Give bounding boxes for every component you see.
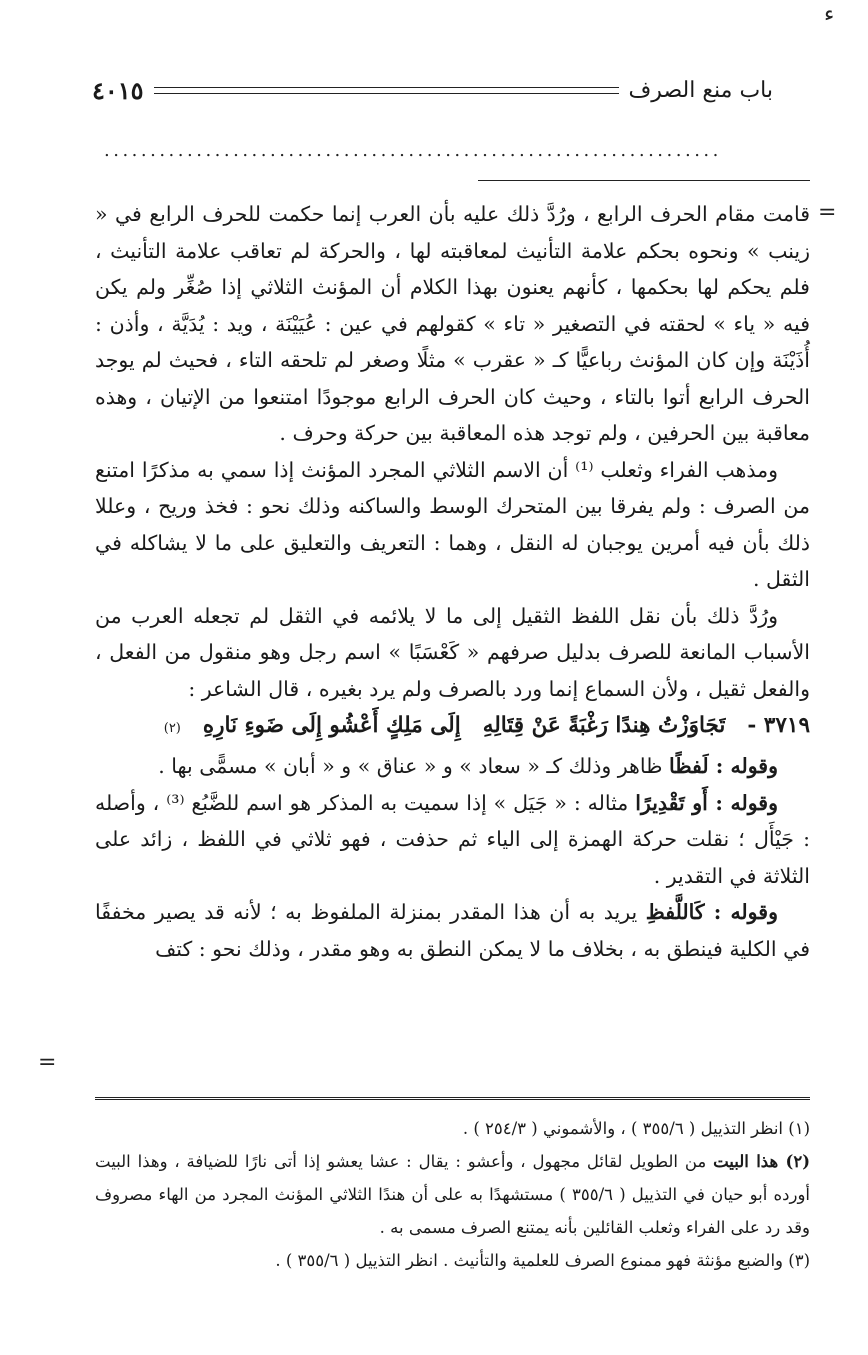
running-header: [92, 72, 773, 108]
paragraph-4-text: ظاهر وذلك كـ « سعاد » و « عناق » و « أبان » مسمًّى بها .: [158, 754, 663, 778]
poem-verse: [95, 707, 810, 748]
verse-number: ٣٧١٩ -: [747, 713, 810, 738]
top-mark: ء: [824, 2, 835, 27]
verse-hemistich-1: تَجَاوَزْتُ هِندًا رَغْبَةً عَنْ قِتَالِهِ: [482, 713, 726, 738]
footnotes: [95, 1112, 810, 1277]
chapter-title: باب منع الصرف: [628, 77, 773, 103]
verse-footnote-ref: (٢): [163, 721, 181, 736]
page-number: ٤٠١٥: [92, 75, 144, 105]
paragraph-5-text: مثاله : « جَيَل » إذا سميت به المذكر هو اسم للضَّبُع ⁽³⁾ ، وأصله : جَيْأَل ؛ نقلت حركة الهمزة إلى الياء ثم حذفت ، فهو ثلاثي في اللفظ ، زائد على الثلاثة في التقدير .: [95, 790, 810, 888]
verse-hemistich-2: إِلَى مَلِكٍ أَعْشُو إِلَى ضَوءِ نَارِهِ: [202, 713, 461, 738]
paragraph-1: قامت مقام الحرف الرابع ، ورُدَّ ذلك عليه بأن العرب إنما حكمت للحرف الرابع في « زينب » ونحوه بحكم علامة التأنيث لمعاقبته لها ، والحركة لم تعاقب علامة التأنيث ، فلم يحكم لها بحكمها ، كأنهم يعنون بهذا الكلام أن المؤنث الثلاثي إذا صُغِّر ولم يكن فيه « ياء » لحقته في التصغير « تاء » كقولهم في عين : عُيَيْنَة ، ويد : يُدَيَّة ، وأذن : أُذَيْنَة وإن كان المؤنث رباعيًّا كـ « عقرب » مثلًا وصغر لم تلحقه التاء ، فحيث لم يوجد الحرف الرابع أتوا بالتاء ، وحيث كان الحرف الرابع موجودًا امتنعوا من الإتيان ، وهذه معاقبة بين الحرفين ، ولم توجد هذه المعاقبة بين حركة وحرف .: [95, 202, 810, 445]
paragraph-5: [95, 785, 810, 895]
header-rule: [154, 87, 619, 94]
paragraph-3: ورُدَّ ذلك بأن نقل اللفظ الثقيل إلى ما لا يلائمه في الثقل لم تجعله العرب من الأسباب المانعة للصرف بدليل صرفهم « كَعْسَبًا » اسم رجل وهو منقول من الفعل ، والفعل ثقيل ، ولأن السماع إنما ورد بالصرف ولم يرد بغيره ، قال الشاعر :: [95, 603, 810, 701]
footnote-1: (١) انظر التذييل ( ٣٥٥/٦ ) ، والأشموني ( ٢٥٤/٣ ) .: [462, 1119, 810, 1138]
quote-lead: وقوله : لَفظًا: [668, 754, 778, 778]
footnote-rule: [95, 1097, 810, 1103]
paragraph-6: [95, 894, 810, 967]
continuation-mark-end: =: [38, 1050, 57, 1075]
footnote-3: (٣) والضبع مؤنثة فهو ممنوع الصرف للعلمية والتأنيث . انظر التذييل ( ٣٥٥/٦ ) .: [275, 1251, 810, 1270]
dotted-separator: ...................................................................: [104, 140, 722, 161]
continuation-mark-start: =: [818, 200, 837, 225]
commentary-rule: [478, 180, 810, 181]
footnote-2-lead: (٢) هذا البيت: [713, 1152, 811, 1171]
quote-lead: وقوله : كَاللَّفظِ: [645, 900, 778, 924]
footnote-2-text: من الطويل لقائل مجهول ، وأعشو : يقال : عشا يعشو إذا أتى نارًا للضيافة ، وهذا البيت أورده أبو حيان في التذييل ( ٣٥٥/٦ ) مستشهدًا به على أن هندًا الثلاثي المؤنث المجرد من الهاء مصروف وقد رد على الفراء وثعلب القائلين بأنه يمتنع الصرف مسمى به .: [95, 1152, 810, 1237]
footnote-2: [95, 1145, 810, 1244]
quote-lead: وقوله : أَو تَقْدِيرًا: [635, 790, 778, 815]
paragraph-4: [95, 748, 810, 785]
paragraph-6-text: يريد به أن هذا المقدر بمنزلة الملفوظ به ؛ لأنه قد يصير مخففًا في الكلية فينطق به ، بخلاف ما لا يمكن النطق به وهو مقدر ، وذلك نحو : كتف: [95, 900, 810, 961]
paragraph-2: ومذهب الفراء وثعلب ⁽¹⁾ أن الاسم الثلاثي المجرد المؤنث إذا سمي به مذكرًا امتنع من الصرف : ولم يفرقا بين المتحرك الوسط والساكنه وذلك نحو : فخذ وريح ، وعللا ذلك بأن فيه أمرين يوجبان له النقل ، وهما : التعريف والتعليق على ما لا يشاكله في الثقل .: [95, 457, 810, 591]
main-text: [95, 196, 810, 967]
